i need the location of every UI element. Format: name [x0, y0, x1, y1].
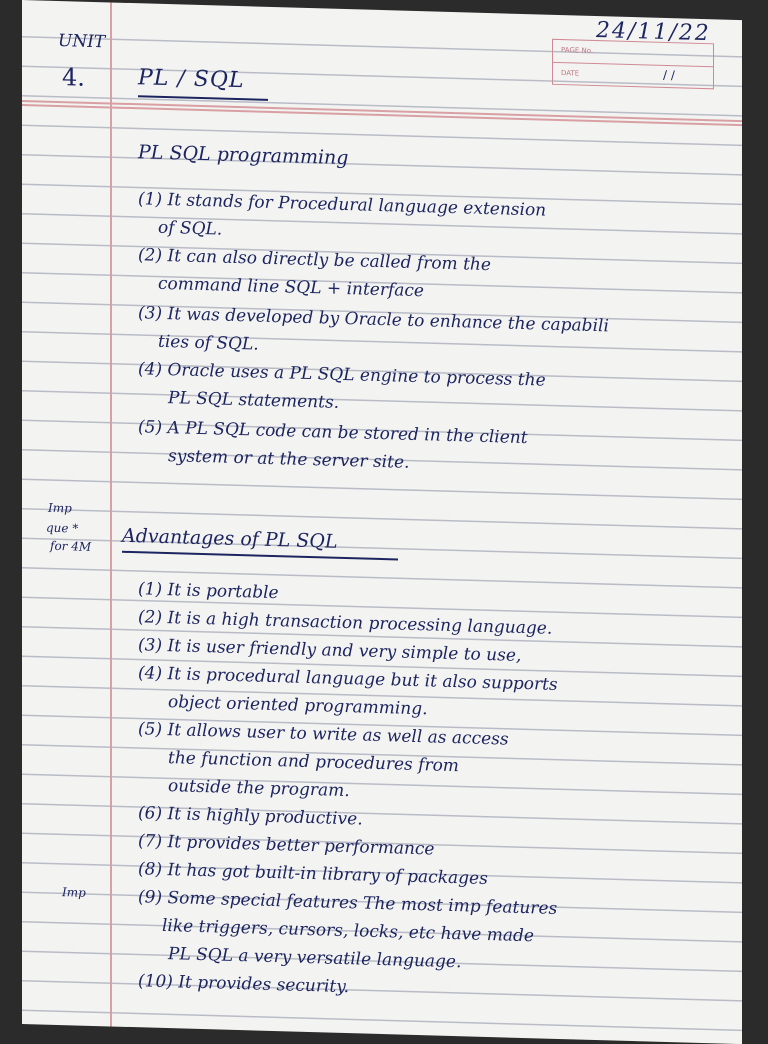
page-date-box: [552, 39, 714, 90]
list-line: like triggers, cursors, locks, etc have made: [162, 915, 534, 947]
list-line: ties of SQL.: [158, 331, 259, 355]
list-line: (2) It is a high transaction processing language.: [138, 607, 553, 639]
list-line: PL SQL statements.: [168, 388, 340, 413]
list-line: (10) It provides security.: [138, 971, 350, 998]
unit-title: PL / SQL: [138, 65, 245, 94]
date-label: DATE: [561, 69, 580, 78]
notebook-page: [22, 0, 742, 1044]
header-rule: [22, 100, 742, 122]
list-line: (5) A PL SQL code can be stored in the client: [138, 417, 528, 449]
section-heading-pl-sql-programming: PL SQL programming: [138, 141, 349, 170]
list-line: (5) It allows user to write as well as access: [138, 719, 509, 750]
list-line: (7) It provides better performance: [138, 831, 435, 860]
list-line: of SQL.: [158, 217, 223, 240]
side-note-imp-second: Imp: [62, 885, 86, 900]
list-line: outside the program.: [168, 776, 350, 802]
list-line: (8) It has got built-in library of packages: [138, 859, 488, 890]
date-value: / /: [663, 67, 675, 83]
list-line: (1) It stands for Procedural language extension: [138, 189, 547, 221]
list-line: (3) It was developed by Oracle to enhance the capabili: [138, 303, 609, 337]
list-line: (4) Oracle uses a PL SQL engine to process the: [138, 359, 546, 391]
list-line: (9) Some special features The most imp features: [138, 887, 558, 919]
written-date: 24/11/22: [596, 18, 711, 47]
side-note-imp: Imp: [48, 500, 72, 516]
section-heading-advantages: Advantages of PL SQL: [122, 524, 338, 553]
unit-number: 4.: [62, 63, 85, 92]
side-note-question: que *: [46, 520, 79, 536]
list-line: (6) It is highly productive.: [138, 803, 363, 830]
header-rule-second: [22, 104, 742, 126]
list-line: PL SQL a very versatile language.: [168, 944, 462, 973]
unit-label: UNIT: [58, 31, 106, 53]
side-note-marks: for 4M: [50, 538, 92, 554]
list-line: (1) It is portable: [138, 579, 279, 604]
list-line: command line SQL + interface: [158, 273, 424, 302]
list-line: system or at the server site.: [168, 446, 410, 473]
margin-line: [110, 2, 112, 1026]
list-line: the function and procedures from: [168, 748, 459, 777]
page-number-label: PAGE No.: [561, 46, 594, 55]
list-line: (3) It is user friendly and very simple to use,: [138, 635, 522, 666]
list-line: (2) It can also directly be called from the: [138, 245, 491, 276]
unit-title-underline: [138, 95, 268, 101]
date-row: [553, 63, 713, 89]
advantages-underline: [122, 551, 398, 560]
list-line: (4) It is procedural language but it also supports: [138, 663, 558, 695]
list-line: object oriented programming.: [168, 692, 428, 720]
